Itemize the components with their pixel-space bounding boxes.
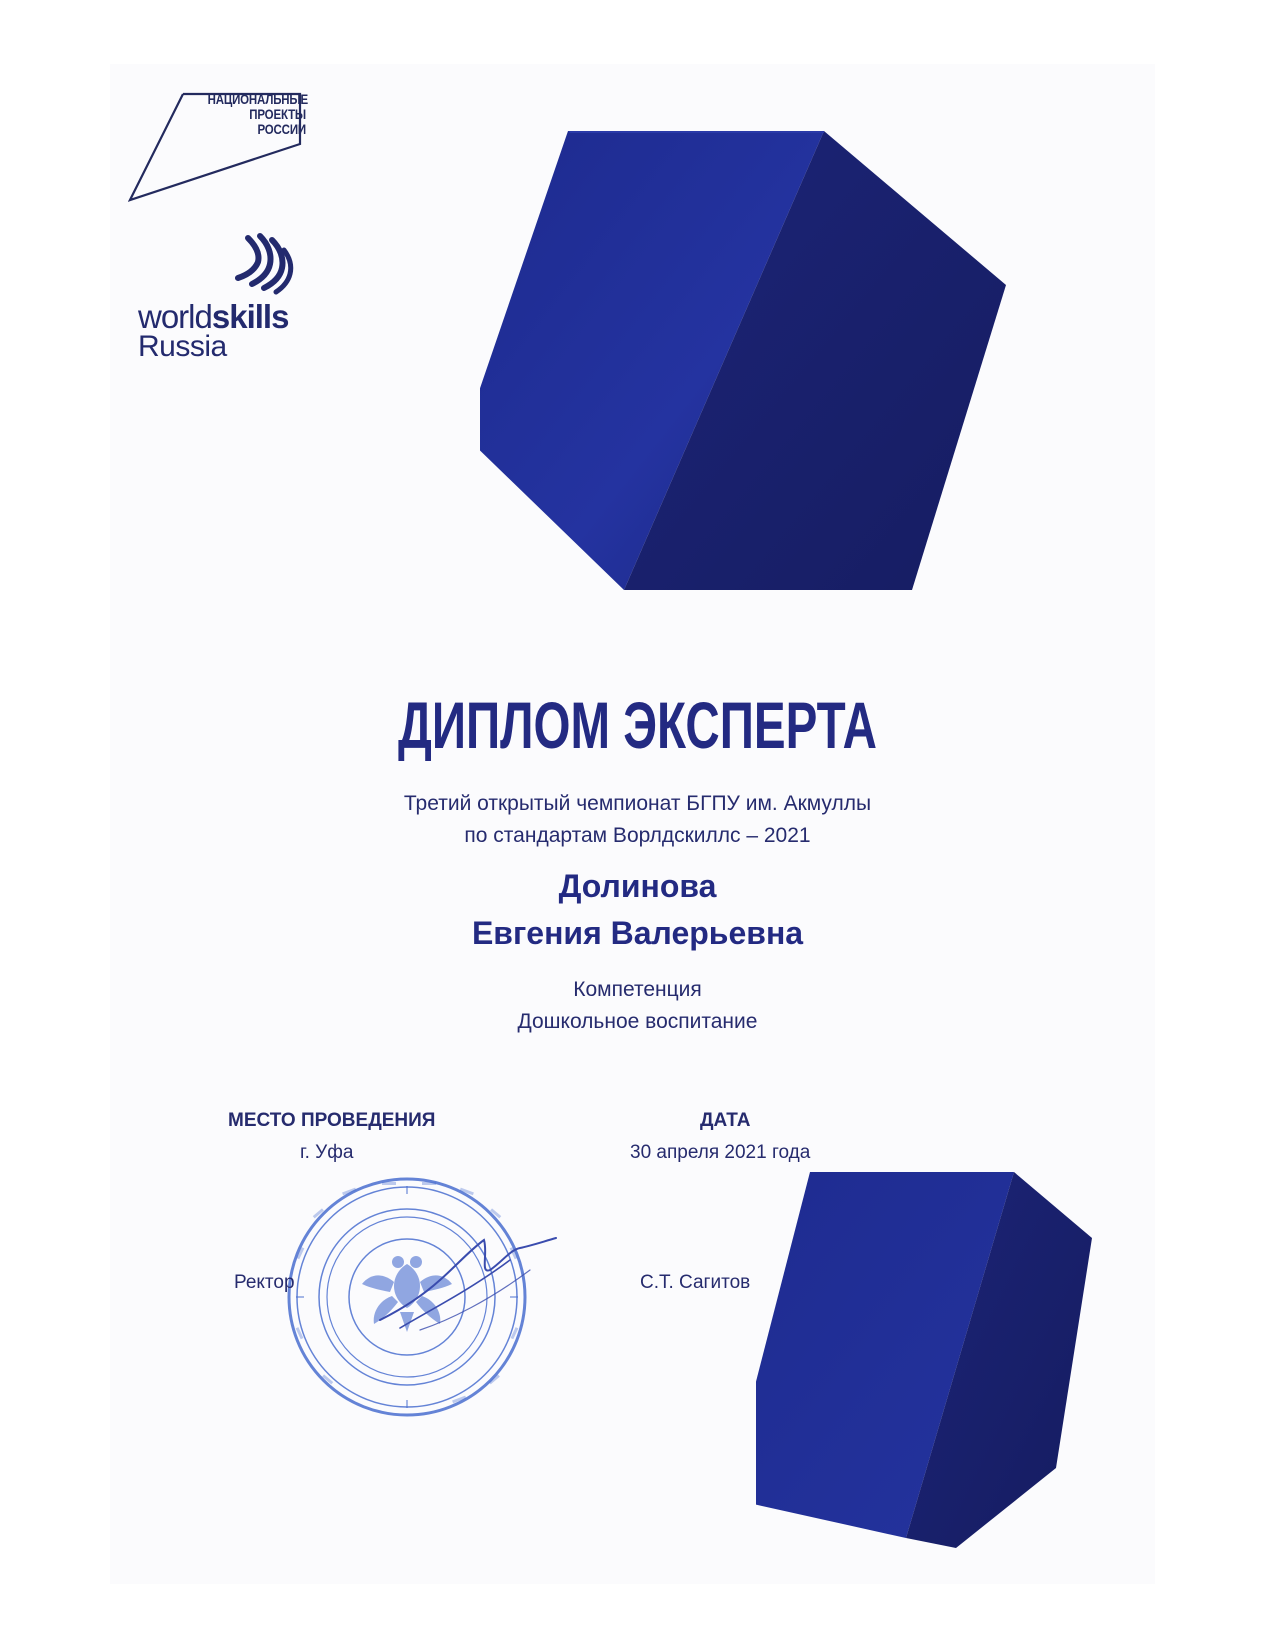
venue-value: г. Уфа bbox=[300, 1142, 354, 1163]
np-line-1: НАЦИОНАЛЬНЫЕ bbox=[207, 91, 308, 107]
date-label: ДАТА bbox=[700, 1110, 751, 1131]
competence-value: Дошкольное воспитание bbox=[517, 1010, 758, 1033]
competence-label: Компетенция bbox=[573, 978, 702, 1001]
worldskills-region: Russia bbox=[138, 330, 227, 363]
worldskills-logo bbox=[138, 232, 308, 372]
decorative-cube-large bbox=[480, 125, 1040, 615]
ws-word-bold: skills bbox=[211, 298, 289, 335]
recipient-surname: Долинова bbox=[558, 868, 717, 904]
diploma-title: ДИПЛОМ ЭКСПЕРТА bbox=[397, 688, 878, 762]
date-value: 30 апреля 2021 года bbox=[630, 1142, 811, 1163]
np-line-3: РОССИИ bbox=[257, 121, 306, 137]
event-name-line-1: Третий открытый чемпионат БГПУ им. Акмуллы bbox=[403, 792, 872, 815]
national-projects-logo-text bbox=[208, 92, 306, 137]
rector-signature bbox=[360, 1210, 560, 1350]
worldskills-hand-icon bbox=[234, 232, 298, 296]
rector-label: Ректор bbox=[234, 1272, 295, 1293]
decorative-cube-small bbox=[756, 1168, 1156, 1558]
np-line-2: ПРОЕКТЫ bbox=[249, 106, 306, 122]
event-name-line-2: по стандартам Ворлдскиллс – 2021 bbox=[464, 824, 811, 847]
rector-name: С.Т. Сагитов bbox=[640, 1272, 751, 1293]
recipient-given-names: Евгения Валерьевна bbox=[471, 915, 804, 951]
venue-label: МЕСТО ПРОВЕДЕНИЯ bbox=[228, 1110, 436, 1131]
ws-word-light: world bbox=[138, 298, 212, 335]
